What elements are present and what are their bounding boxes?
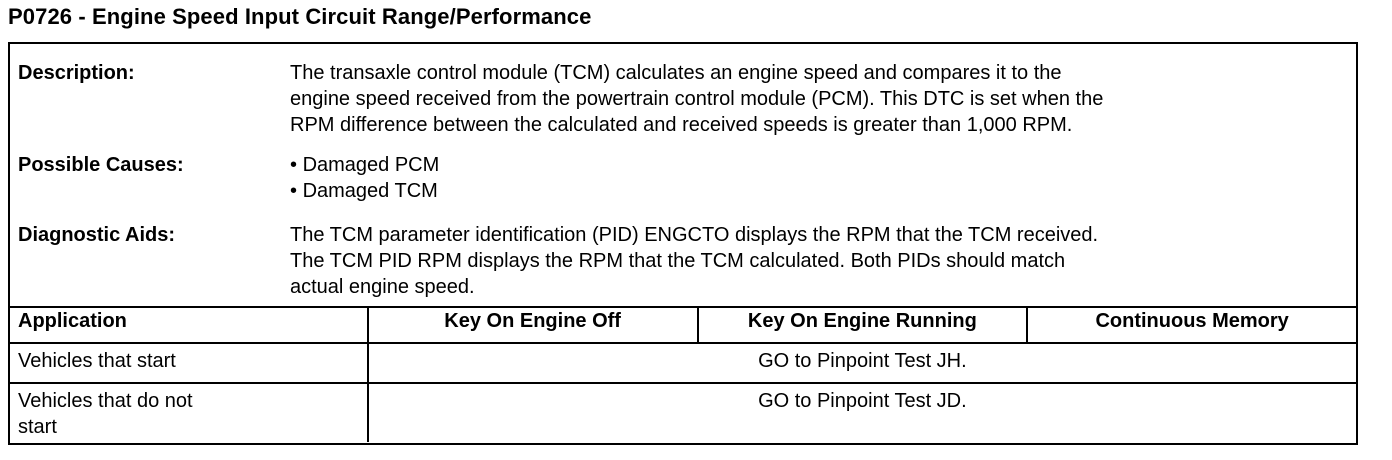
description-section xyxy=(18,60,1348,140)
description-line: RPM difference between the calculated and received speeds is greater than 1,000 RPM. xyxy=(290,114,1073,136)
description-text xyxy=(290,60,1350,138)
application-line: Vehicles that do not xyxy=(18,390,193,412)
dtc-info-box xyxy=(8,42,1358,445)
cause-item: • Damaged PCM xyxy=(290,152,1350,178)
table-header-row xyxy=(10,307,1356,343)
possible-causes-label: Possible Causes: xyxy=(18,154,184,176)
possible-causes-section xyxy=(18,152,1348,206)
aids-line: The TCM parameter identification (PID) ENGCTO displays the RPM that the TCM received. xyxy=(290,224,1099,246)
description-line: engine speed received from the powertrain control module (PCM). This DTC is set when the xyxy=(290,88,1104,110)
application-cell: Vehicles that start xyxy=(10,343,368,383)
pinpoint-test-table xyxy=(10,306,1356,442)
column-header-application: Application xyxy=(10,307,368,343)
diagnostic-aids-label: Diagnostic Aids: xyxy=(18,224,176,246)
possible-causes-list xyxy=(290,152,1350,204)
application-line: start xyxy=(18,416,57,438)
column-header-key-on-engine-off: Key On Engine Off xyxy=(368,307,698,343)
page-title: P0726 - Engine Speed Input Circuit Range/Performance xyxy=(8,4,592,29)
action-cell: GO to Pinpoint Test JH. xyxy=(368,343,1356,383)
table-row xyxy=(10,343,1356,383)
description-line: The transaxle control module (TCM) calculates an engine speed and compares it to the xyxy=(290,62,1062,84)
table-row xyxy=(10,383,1356,442)
action-cell: GO to Pinpoint Test JD. xyxy=(368,383,1356,442)
column-header-continuous-memory: Continuous Memory xyxy=(1027,307,1356,343)
diagnostic-aids-section xyxy=(18,222,1348,302)
diagnostic-aids-text xyxy=(290,222,1350,300)
description-label: Description: xyxy=(18,62,135,84)
aids-line: actual engine speed. xyxy=(290,276,475,298)
aids-line: The TCM PID RPM displays the RPM that the TCM calculated. Both PIDs should match xyxy=(290,250,1066,272)
column-header-key-on-engine-running: Key On Engine Running xyxy=(698,307,1028,343)
application-cell xyxy=(10,383,368,442)
cause-item: • Damaged TCM xyxy=(290,178,1350,204)
